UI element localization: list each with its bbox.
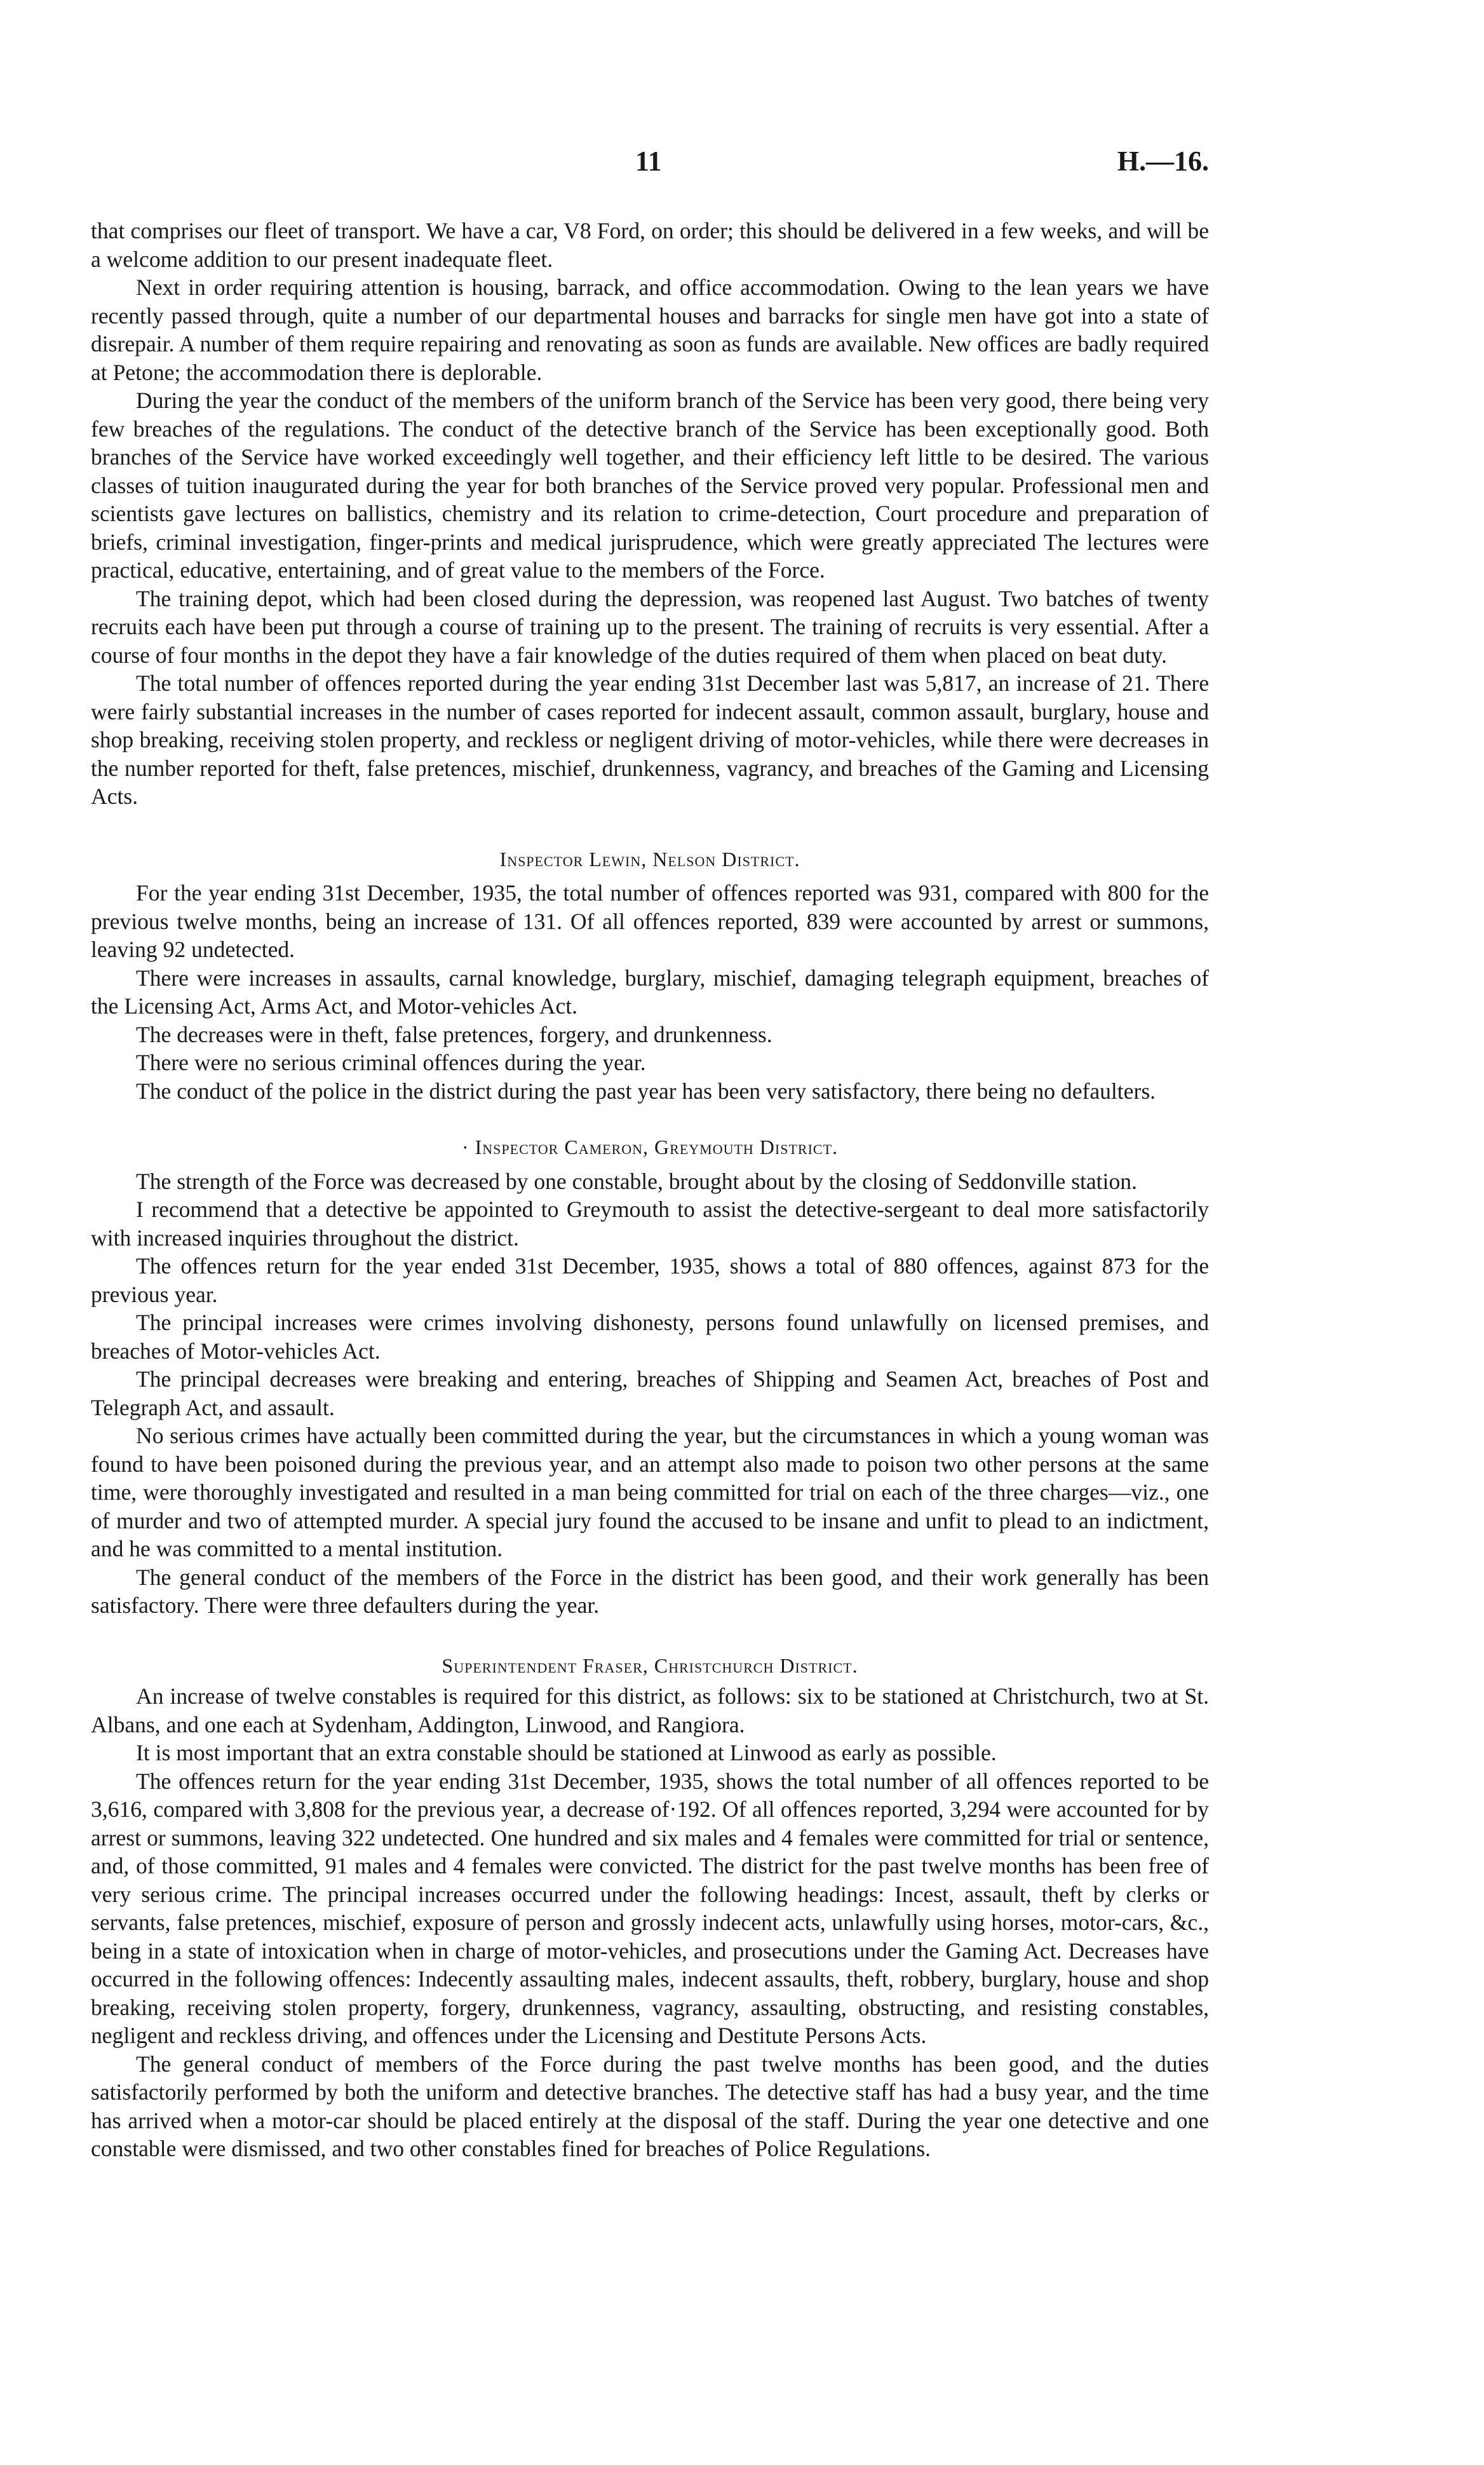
paragraph: The offences return for the year ended 31st December, 1935, shows a total of 880 offences, against 873 for the previous year.	[91, 1253, 1209, 1307]
paragraph: There were increases in assaults, carnal knowledge, burglary, mischief, damaging telegraph equipment, breaches of the Licensing Act, Arms Act, and Motor-vehicles Act.	[91, 965, 1209, 1019]
document-reference: H.—16.	[1117, 146, 1209, 177]
paragraph: The principal increases were crimes involving dishonesty, persons found unlawfully on licensed premises, and breaches of Motor-vehicles Act.	[91, 1310, 1209, 1364]
paragraph: The principal decreases were breaking and entering, breaches of Shipping and Seamen Act, breaches of Post and Telegraph Act, and assault.	[91, 1366, 1209, 1420]
paragraph: An increase of twelve constables is required for this district, as follows: six to be stationed at Christchurch, two at St. Albans, and one each at Sydenham, Addington, Linwood, and Rangiora.	[91, 1683, 1209, 1737]
paragraph: I recommend that a detective be appointed to Greymouth to assist the detective-sergeant to deal more satisfactorily with increased inquiries throughout the district.	[91, 1197, 1209, 1251]
paragraph: During the year the conduct of the members of the uniform branch of the Service has been very good, there being very few breaches of the regulations. The conduct of the detective branch of the Service has been exceptionally good. Both branches of the Service have worked exceedingly well together, and their efficiency left little to be desired. The various classes of tuition inaugurated during the year for both branches of the Service proved very popular. Professional men and scientists gave lectures on ballistics, chemistry and its relation to crime-detection, Court procedure and preparation of briefs, criminal investigation, finger-prints and medical jurisprudence, which were greatly appreciated The lectures were practical, educative, entertaining, and of great value to the members of the Force.	[91, 388, 1209, 583]
paragraph: The general conduct of the members of the Force in the district has been good, and their work generally has been satisfactory. There were three defaulters during the year.	[91, 1564, 1209, 1618]
section-heading-nelson: Inspector Lewin, Nelson District.	[499, 847, 800, 871]
section-heading-christchurch: Superintendent Fraser, Christchurch District.	[442, 1654, 858, 1677]
paragraph: The general conduct of members of the Force during the past twelve months has been good, and the duties satisfactorily performed by both the uniform and detective branches. The detective staff has had a busy year, and the time has arrived when a motor-car should be placed entirely at the disposal of the staff. During the year one detective and one constable were dismissed, and two other constables fined for breaches of Police Regulations.	[91, 2051, 1209, 2161]
paragraph: The training depot, which had been closed during the depression, was reopened last August. Two batches of twenty recruits each have been put through a course of training up to the present. The training of recruits is very essential. After a course of four months in the depot they have a fair knowledge of the duties required of them when placed on beat duty.	[91, 585, 1209, 668]
section-heading-greymouth: · Inspector Cameron, Greymouth District.	[461, 1136, 839, 1158]
paragraph: No serious crimes have actually been committed during the year, but the circumstances in which a young woman was found to have been poisoned during the previous year, and an attempt also made to poison two other persons at the same time, were thoroughly investigated and resulted in a man being committed for trial on each of the three charges—viz., one of murder and two of attempted murder. A special jury found the accused to be insane and unfit to plead to an indictment, and he was committed to a mental institution.	[91, 1423, 1209, 1561]
paragraph: For the year ending 31st December, 1935, the total number of offences reported was 931, compared with 800 for the previous twelve months, being an increase of 131. Of all offences reported, 839 were accounted by arrest or summons, leaving 92 undetected.	[91, 880, 1209, 962]
paragraph: that comprises our fleet of transport. We have a car, V8 Ford, on order; this should be delivered in a few weeks, and will be a welcome addition to our present inadequate fleet.	[91, 218, 1209, 272]
paragraph: It is most important that an extra constable should be stationed at Linwood as early as possible.	[136, 1740, 997, 1765]
paragraph: The conduct of the police in the district during the past year has been very satisfactory, there being no defaulters.	[136, 1078, 1156, 1104]
paragraph: Next in order requiring attention is housing, barrack, and office accommodation. Owing to the lean years we have recently passed through, quite a number of our departmental houses and barracks for single men have got into a state of disrepair. A number of them require repairing and renovating as soon as funds are available. New offices are badly required at Petone; the accommodation there is deplorable.	[91, 275, 1209, 385]
paragraph: The strength of the Force was decreased by one constable, brought about by the closing of Seddonville station.	[136, 1168, 1137, 1194]
paragraph: The decreases were in theft, false pretences, forgery, and drunkenness.	[136, 1021, 772, 1047]
report-body	[91, 217, 1209, 2163]
paragraph: The total number of offences reported during the year ending 31st December last was 5,817, an increase of 21. There were fairly substantial increases in the number of cases reported for indecent assault, common assault, burglary, house and shop breaking, receiving stolen property, and reckless or negligent driving of motor-vehicles, while there were decreases in the number reported for theft, false pretences, mischief, drunkenness, vagrancy, and breaches of the Gaming and Licensing Acts.	[91, 670, 1209, 809]
page-number: 11	[635, 146, 662, 177]
paragraph: There were no serious criminal offences during the year.	[136, 1050, 646, 1075]
paragraph: The offences return for the year ending 31st December, 1935, shows the total number of all offences reported to be 3,616, compared with 3,808 for the previous year, a decrease of·192. Of all offences reported, 3,294 were accounted for by arrest or summons, leaving 322 undetected. One hundred and six males and 4 females were committed for trial or sentence, and, of those committed, 91 males and 4 females were convicted. The district for the past twelve months has been free of very serious crime. The principal increases occurred under the following headings: Incest, assault, theft by clerks or servants, false pretences, mischief, exposure of person and grossly indecent acts, unlawfully using horses, motor-cars, &c., being in a state of intoxication when in charge of motor-vehicles, and prosecutions under the Gaming Act. Decreases have occurred in the following offences: Indecently assaulting males, indecent assaults, theft, robbery, burglary, house and shop breaking, receiving stolen property, forgery, drunkenness, vagrancy, assaulting, obstructing, and resisting constables, negligent and reckless driving, and offences under the Licensing and Destitute Persons Acts.	[91, 1768, 1209, 2048]
